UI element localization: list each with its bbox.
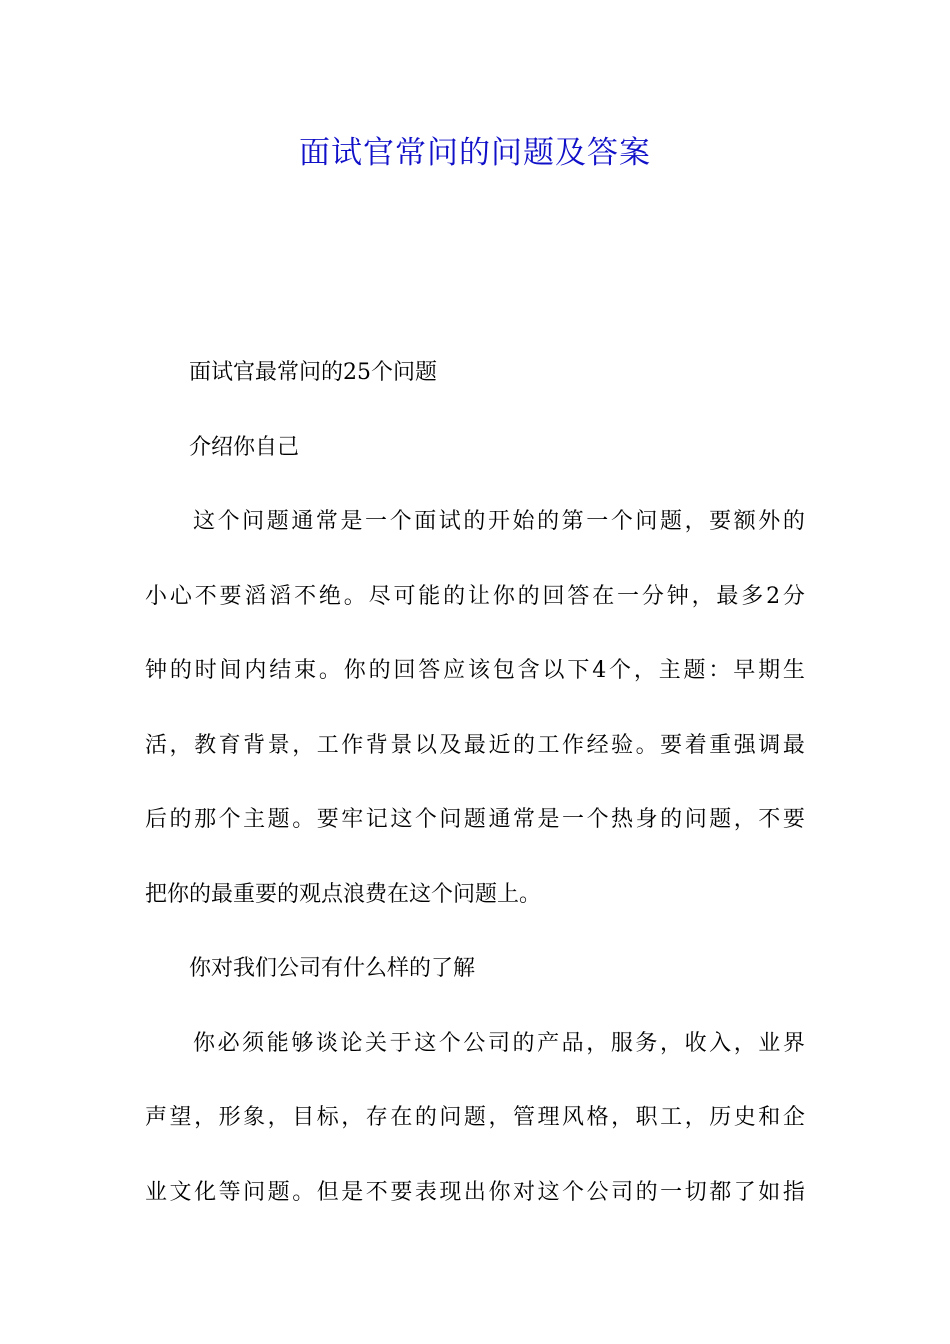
answer-2-line-text: 声 望 ， 形 象 ， 目 标 ， 存 在 的 问 题 ， 管 理 风 格 ， 职 工 ， 历 史 和 企: [145, 1105, 805, 1130]
answer-2: [145, 1007, 805, 1231]
answer-2-line: [145, 1156, 805, 1231]
question-2: 你对我们公司有什么样的了解: [189, 956, 476, 981]
answer-2-line: [145, 1007, 805, 1082]
answer-1-line: [145, 485, 805, 560]
answer-1-line-text: 后 的 那 个 主 题 。 要 牢 记 这 个 问 题 通 常 是 一 个 热 身 的 问 题 ， 不 要: [145, 807, 805, 832]
question-1: 介绍你自己: [189, 434, 300, 460]
answer-1-line: [145, 709, 805, 784]
document-title: 面试官常问的问题及答案: [299, 135, 651, 171]
answer-1-line-text: 这 个 问 题 通 常 是 一 个 面 试 的 开 始 的 第 一 个 问 题 ， 要 额 外 的: [193, 509, 805, 534]
answer-1-line-text: 小 心 不 要 滔 滔 不 绝 。 尽 可 能 的 让 你 的 回 答 在 一 分 钟 ， 最 多 2 分: [145, 583, 805, 609]
answer-1-line-text: 把你的最重要的观点浪费在这个问题上。: [145, 881, 542, 907]
answer-2-line-text: 你 必 须 能 够 谈 论 关 于 这 个 公 司 的 产 品 ， 服 务 ， 收 入 ， 业 界: [193, 1030, 805, 1056]
section-heading: 面试官最常问的25个问题: [189, 360, 437, 385]
answer-1-line: [145, 560, 805, 635]
document-body: [145, 336, 805, 1230]
answer-1-line: [145, 634, 805, 709]
answer-1-line-text: 活 ， 教 育 背 景 ， 工 作 背 景 以 及 最 近 的 工 作 经 验 。 要 着 重 强 调 最: [145, 732, 805, 758]
answer-1-line-last: [145, 858, 805, 933]
answer-1-line: [145, 783, 805, 858]
answer-2-line: [145, 1081, 805, 1156]
answer-2-line-text: 业 文 化 等 问 题 。 但 是 不 要 表 现 出 你 对 这 个 公 司 的 一 切 都 了 如 指: [145, 1179, 805, 1205]
answer-1: [145, 485, 805, 932]
answer-1-line-text: 钟 的 时 间 内 结 束 。 你 的 回 答 应 该 包 含 以 下 4 个 ， 主 题 ： 早 期 生: [145, 658, 805, 683]
